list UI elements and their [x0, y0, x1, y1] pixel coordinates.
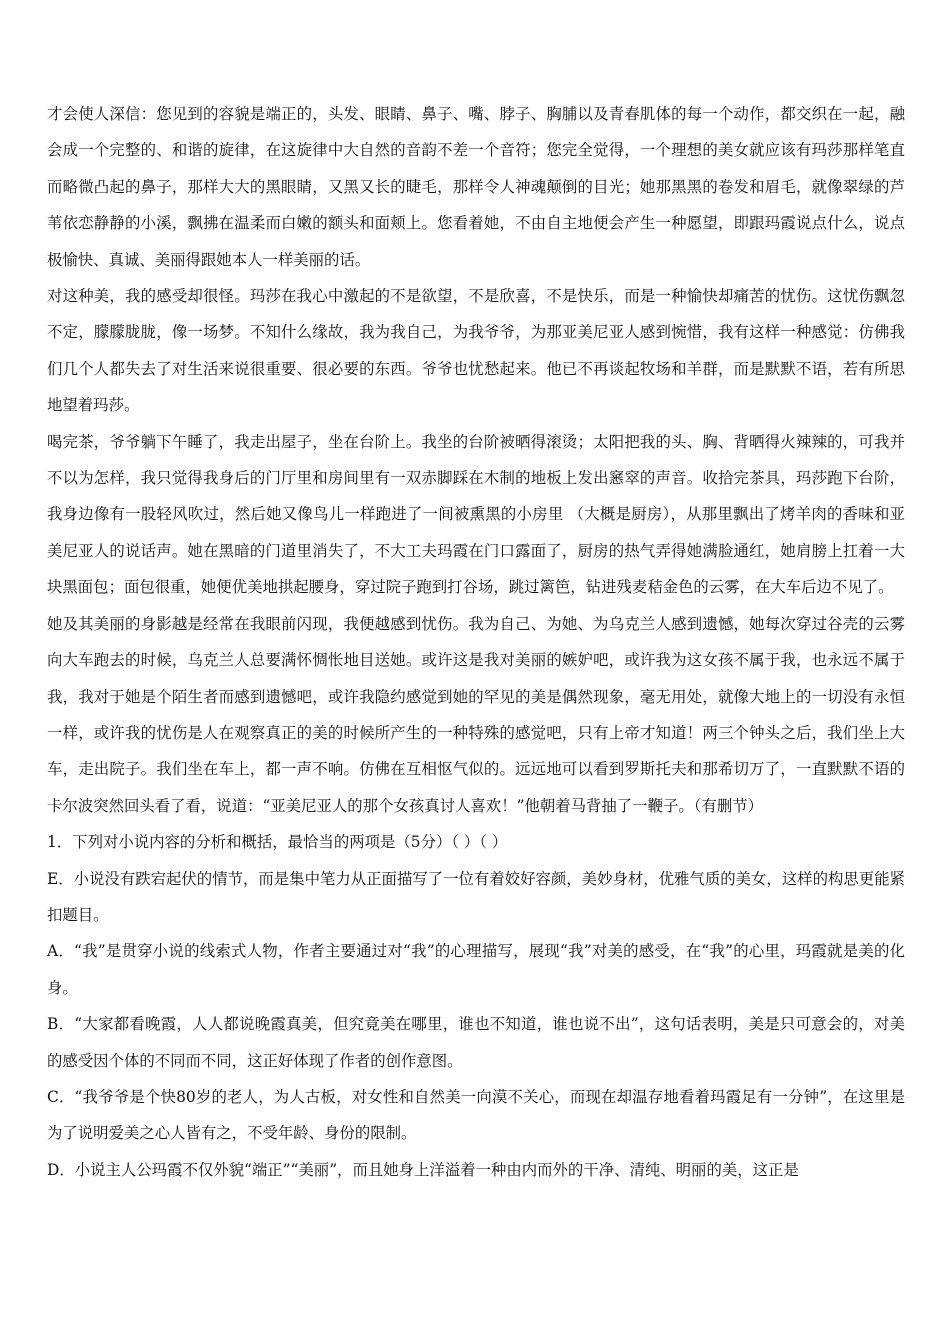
passage-paragraph: 她及其美丽的身影越是经常在我眼前闪现，我便越感到忧伤。我为自己、为她、为乌克兰人感到遗憾，她每次穿过谷壳的云雾向大车跑去的时候，乌克兰人总要满怀惆怅地目送她。或许这是我对美丽的嫉妒吧，或许我为这女孩不属于我，也永远不属于我，我对于她是个陌生者而感到遗憾吧，或许我隐约感觉到她的罕见的美是偶然现象，毫无用处，就像大地上的一切没有永恒一样，或许我的忧伤是人在观察真正的美的时候所产生的一种特殊的感觉吧，只有上帝才知道！两三个钟头之后，我们坐上大车，走出院子。我们坐在车上，都一声不响。仿佛在互相怄气似的。远远地可以看到罗斯托夫和那希切万了，一直默默不语的卡尔波突然回头看了看，说道：“亚美尼亚人的那个女孩真讨人喜欢！”他朝着马背抽了一鞭子。（有删节）	[47, 614, 905, 815]
question-option-a: A．“我”是贯穿小说的线索式人物，作者主要通过对“我”的心理描写，展现“我”对美的感受，在“我”的心里，玛霞就是美的化身。	[47, 942, 905, 997]
document-page	[47, 96, 905, 1188]
question-option-c: C．“我爷爷是个快80岁的老人，为人古板，对女性和自然美一向漠不关心，而现在却温存地看着玛霞足有一分钟”，在这里是为了说明爱美之心人皆有之，不受年龄、身份的限制。	[47, 1087, 905, 1143]
passage-paragraph: 对这种美，我的感受却很怪。玛莎在我心中激起的不是欲望，不是欣喜，不是快乐，而是一种愉快却痛苦的忧伤。这忧伤飘忽不定，朦朦胧胧，像一场梦。不知什么缘故，我为我自己，为我爷爷，为那亚美尼亚人感到惋惜，我有这样一种感觉：仿佛我们几个人都失去了对生活来说很重要、很必要的东西。爷爷也忧愁起来。他已不再谈起牧场和羊群，而是默默不语，若有所思地望着玛莎。	[47, 287, 905, 415]
passage-paragraph: 才会使人深信：您见到的容貌是端正的，头发、眼睛、鼻子、嘴、脖子、胸脯以及青春肌体的每一个动作，都交织在一起，融会成一个完整的、和谐的旋律，在这旋律中大自然的音韵不差一个音符；您完全觉得，一个理想的美女就应该有玛莎那样笔直而略微凸起的鼻子，那样大大的黑眼睛，又黑又长的睫毛，那样令人神魂颠倒的目光；她那黑黑的卷发和眉毛，就像翠绿的芦苇依恋静静的小溪，飘拂在温柔而白嫩的额头和面颊上。您看着她，不由自主地便会产生一种愿望，即跟玛霞说点什么，说点极愉快、真诚、美丽得跟她本人一样美丽的话。	[47, 105, 905, 269]
question-option-d: D．小说主人公玛霞不仅外貌“端正”“美丽”，而且她身上洋溢着一种由内而外的干净、清纯、明丽的美，这正是	[47, 1160, 799, 1179]
question-option-b: B．“大家都看晚霞，人人都说晚霞真美，但究竟美在哪里，谁也不知道，谁也说不出”，这句话表明，美是只可意会的，对美的感受因个体的不同而不同，这正好体现了作者的创作意图。	[47, 1015, 905, 1070]
passage-paragraph: 喝完茶，爷爷躺下午睡了，我走出屋子，坐在台阶上。我坐的台阶被晒得滚烫；太阳把我的头、胸、背晒得火辣辣的，可我并不以为怎样，我只觉得我身后的门厅里和房间里有一双赤脚踩在木制的地板上发出窸窣的声音。收拾完茶具，玛莎跑下台阶，我身边像有一股轻风吹过，然后她又像鸟儿一样跑进了一间被熏黑的小房里 （大概是厨房），从那里飘出了烤羊肉的香味和亚美尼亚人的说话声。她在黑暗的门道里消失了，不大工夫玛霞在门口露面了，厨房的热气弄得她满脸通红，她肩膀上扛着一大块黑面包；面包很重，她便优美地拱起腰身，穿过院子跑到打谷场，跳过篱笆，钻进残麦秸金色的云雾，在大车后边不见了。	[47, 432, 905, 597]
question-option-e: E．小说没有跌宕起伏的情节，而是集中笔力从正面描写了一位有着姣好容颜，美妙身材，优雅气质的美女，这样的构思更能紧扣题目。	[47, 869, 905, 924]
question-stem: 1．下列对小说内容的分析和概括，最恰当的两项是（5分）（ ）（ ）	[47, 833, 508, 852]
